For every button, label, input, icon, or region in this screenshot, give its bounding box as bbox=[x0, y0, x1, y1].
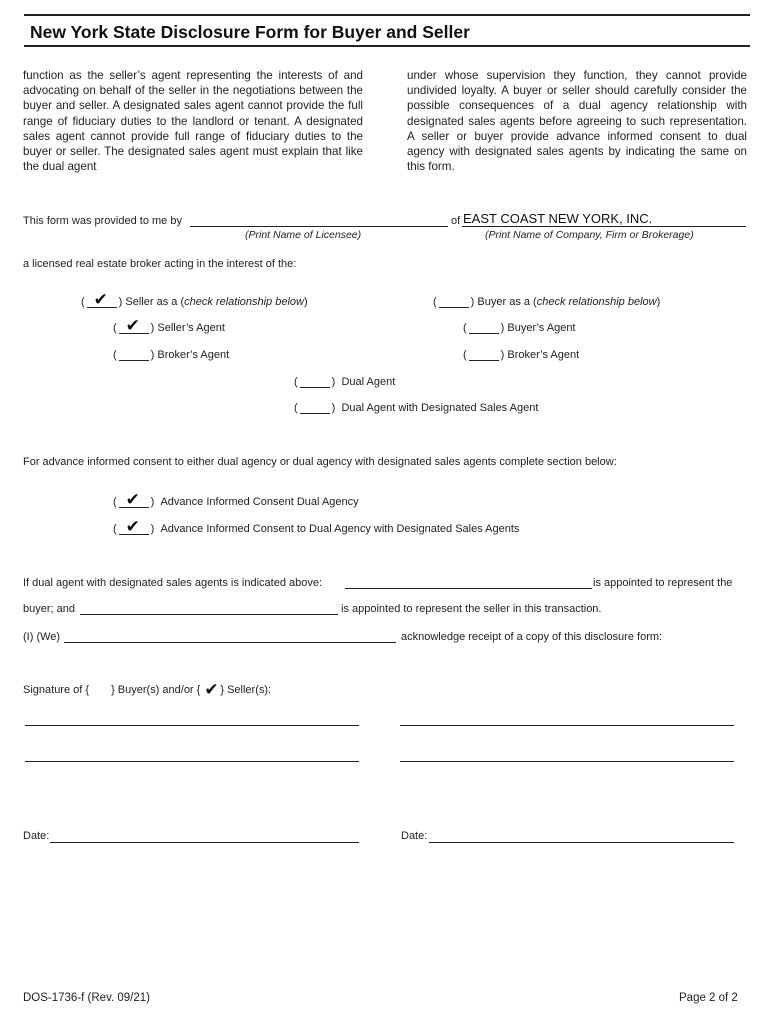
check-relationship-note: check relationship below bbox=[536, 296, 657, 308]
paren-open: ( bbox=[113, 322, 117, 334]
sellers-agent-label: Seller’s Agent bbox=[157, 322, 225, 334]
seller-agent-name-field[interactable] bbox=[80, 614, 338, 615]
check-icon: ✔ bbox=[93, 290, 108, 309]
paren-open: ( bbox=[463, 349, 467, 361]
provided-prefix: This form was provided to me by bbox=[23, 215, 182, 227]
date-field-left[interactable] bbox=[50, 842, 359, 843]
licensee-name-field[interactable] bbox=[190, 226, 448, 227]
seller-as-a-checkbox[interactable]: ( ✔ ) Seller as a ( check relationship below ) bbox=[81, 290, 308, 309]
broker-line: a licensed real estate broker acting in the interest of the: bbox=[23, 258, 297, 270]
dual-agent-designated-label: Dual Agent with Designated Sales Agent bbox=[341, 402, 539, 414]
licensee-caption: (Print Name of Licensee) bbox=[245, 229, 362, 241]
consent-designated-checkbox[interactable] bbox=[113, 519, 519, 535]
signature-line-1[interactable] bbox=[25, 725, 359, 726]
date-label-left: Date: bbox=[23, 830, 50, 842]
title-rule bbox=[24, 45, 750, 47]
consent-dual-agency-checkbox[interactable] bbox=[113, 492, 359, 508]
check-icon: ✔ bbox=[125, 517, 140, 536]
provided-of: of bbox=[451, 215, 461, 227]
paren-close: ) bbox=[150, 523, 155, 535]
company-name-value: EAST COAST NEW YORK, INC. bbox=[463, 211, 653, 226]
buyer-brokers-agent-checkbox[interactable] bbox=[463, 345, 579, 361]
designated-line3-prefix: (I) (We) bbox=[23, 631, 61, 643]
paren-close: ) bbox=[118, 296, 123, 308]
check-relationship-note: check relationship below bbox=[184, 296, 304, 308]
top-rule bbox=[24, 14, 750, 16]
dual-agent-designated-slot bbox=[300, 398, 330, 414]
seller-brokers-agent-label: Broker’s Agent bbox=[157, 349, 230, 361]
buyers-agent-label: Buyer’s Agent bbox=[507, 322, 576, 334]
form-id: DOS-1736-f (Rev. 09/21) bbox=[23, 992, 150, 1004]
designated-line1-suffix: is appointed to represent the bbox=[593, 577, 733, 589]
check-icon: ✔ bbox=[125, 490, 140, 509]
paren-open: ( bbox=[294, 402, 298, 414]
page-number: Page 2 of 2 bbox=[679, 992, 738, 1004]
acknowledging-party-field[interactable] bbox=[64, 642, 396, 643]
signature-sellers-label: } Seller(s): bbox=[220, 684, 272, 696]
designated-line2-prefix: buyer; and bbox=[23, 603, 75, 615]
consent-intro: For advance informed consent to either dual agency or dual agency with designated sales agents complete section below: bbox=[23, 456, 617, 468]
buyer-as-a-slot bbox=[439, 292, 469, 308]
sellers-slot bbox=[200, 680, 220, 699]
seller-as-a-label: Seller as a bbox=[125, 296, 178, 308]
paren-open: ( bbox=[113, 523, 117, 535]
sellers-agent-checkbox[interactable] bbox=[113, 318, 225, 334]
paren-close: ) bbox=[331, 376, 336, 388]
buyer-agent-name-field[interactable] bbox=[345, 588, 592, 589]
page-title: New York State Disclosure Form for Buyer and Seller bbox=[30, 22, 470, 42]
dual-agent-designated-checkbox[interactable] bbox=[294, 398, 538, 414]
paren-open: ( bbox=[463, 322, 467, 334]
dual-agent-checkbox[interactable] bbox=[294, 372, 395, 388]
signature-line-4[interactable] bbox=[400, 761, 734, 762]
paren-close: ) bbox=[150, 349, 155, 361]
check-icon: ✔ bbox=[125, 316, 140, 335]
paren-close: ) bbox=[150, 496, 155, 508]
dual-agent-label: Dual Agent bbox=[341, 376, 396, 388]
paren-close: ) bbox=[331, 402, 336, 414]
buyers-agent-checkbox[interactable] bbox=[463, 318, 576, 334]
check-icon: ✔ bbox=[204, 680, 219, 699]
buyers-agent-slot bbox=[469, 318, 499, 334]
paren-open: ( bbox=[294, 376, 298, 388]
paragraph-right: under whose supervision they function, they cannot provide undivided loyalty. A buyer or seller should carefully consider the possible consequences of a dual agency relationship with designated sales agents before agreeing to such representation. A seller or buyer provide advance informed consent to dual agency with designated sales agents by indicating the same on this form. bbox=[407, 69, 747, 174]
designated-line2-suffix: is appointed to represent the seller in this transaction. bbox=[341, 603, 602, 615]
paren-close: ) bbox=[500, 349, 505, 361]
sellers-agent-slot bbox=[119, 318, 149, 334]
consent-designated-label: Advance Informed Consent to Dual Agency with Designated Sales Agents bbox=[160, 523, 520, 535]
consent-dual-agency-label: Advance Informed Consent Dual Agency bbox=[160, 496, 359, 508]
signature-line-3[interactable] bbox=[25, 761, 359, 762]
paren-close: ) bbox=[500, 322, 505, 334]
seller-brokers-agent-checkbox[interactable] bbox=[113, 345, 229, 361]
paren-open: ( bbox=[433, 296, 437, 308]
dual-agent-slot bbox=[300, 372, 330, 388]
paren-open: ( bbox=[81, 296, 85, 308]
signature-party-selector[interactable] bbox=[23, 680, 272, 699]
seller-as-a-slot bbox=[87, 292, 117, 308]
date-label-right: Date: bbox=[401, 830, 428, 842]
buyer-brokers-agent-slot bbox=[469, 345, 499, 361]
paren-open: ( bbox=[113, 349, 117, 361]
designated-line3-suffix: acknowledge receipt of a copy of this disclosure form: bbox=[401, 631, 663, 643]
consent-designated-slot bbox=[119, 519, 149, 535]
buyer-as-a-checkbox[interactable]: ( ) Buyer as a ( check relationship below ) bbox=[433, 292, 660, 308]
signature-line-2[interactable] bbox=[400, 725, 734, 726]
seller-brokers-agent-slot bbox=[119, 345, 149, 361]
paren-open: ( bbox=[113, 496, 117, 508]
date-field-right[interactable] bbox=[429, 842, 734, 843]
buyer-brokers-agent-label: Broker’s Agent bbox=[507, 349, 580, 361]
company-name-field[interactable] bbox=[462, 226, 746, 227]
paren-close: ) bbox=[470, 296, 475, 308]
buyers-slot bbox=[89, 682, 111, 696]
buyer-as-a-label: Buyer as a bbox=[477, 296, 530, 308]
signature-buyers-label: } Buyer(s) and/or { bbox=[111, 684, 201, 696]
consent-dual-agency-slot bbox=[119, 492, 149, 508]
paragraph-left: function as the seller’s agent representing the interests of and advocating on behalf of the seller in the negotiations between the buyer and seller. A designated sales agent cannot provide the full range of fiduciary duties to the landlord or tenant. A designated sales agent cannot provide full range of fiduciary duties to the buyer or seller. The designated sales agent must explain that like the dual agent bbox=[23, 69, 363, 174]
company-caption: (Print Name of Company, Firm or Brokerage) bbox=[485, 229, 694, 241]
paren-close: ) bbox=[150, 322, 155, 334]
designated-line1-prefix: If dual agent with designated sales agents is indicated above: bbox=[23, 577, 323, 589]
signature-prefix: Signature of { bbox=[23, 684, 90, 696]
